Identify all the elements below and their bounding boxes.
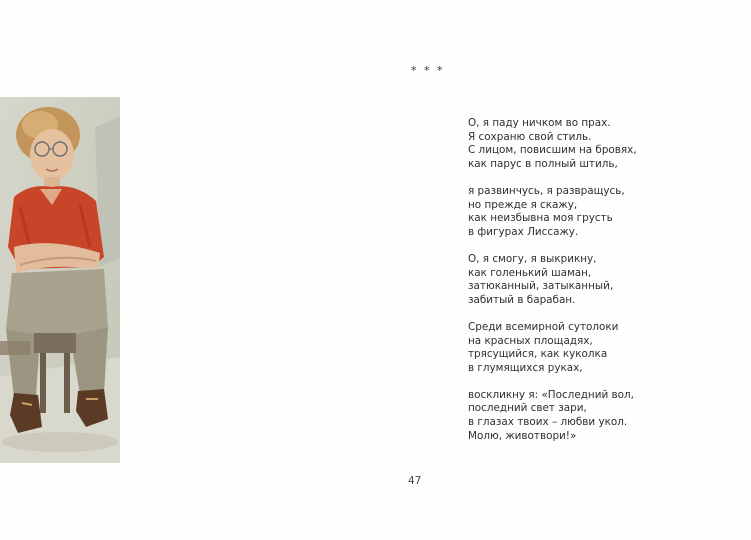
poem-line: забитый в барабан. [468,293,576,306]
poem-line: О, я паду ничком во прах. [468,117,611,129]
poem-stanza [468,321,637,375]
poem-line: Среди всемирной сутолоки [468,320,619,333]
poem-line: но прежде я скажу, [468,198,578,211]
boy-on-stool-painting [0,97,120,463]
poem-stanza [468,185,637,239]
poem-line: как голенький шаман, [468,266,592,279]
painting-illustration [0,97,120,463]
poem-line: на красных площадях, [468,334,593,347]
poem-stanza [468,389,637,443]
poem-line: в фигурах Лиссажу. [468,225,579,238]
poem-line: трясущийся, как куколка [468,348,608,361]
poem-line: затюканный, затыканный, [468,280,614,293]
poem-line: воскликну я: «Последний вол, [468,388,634,401]
poem-line: С лицом, повисшим на бровях, [468,144,637,157]
poem-line: я развинчусь, я развращусь, [468,184,625,197]
poem-line: О, я смогу, я выкрикну, [468,252,597,265]
poem [468,117,637,457]
poem-line: в глумящихся руках, [468,361,583,374]
poem-line: в глазах твоих – любви укол. [468,416,628,429]
poem-line: последний свет зари, [468,402,587,415]
poem-stanza [468,253,637,307]
poem-line: Молю, животвори!» [468,429,577,442]
poem-line: Я сохраню свой стиль. [468,130,592,143]
stanza-separator: * * * [411,64,445,77]
poem-line: как парус в полный штиль, [468,157,618,170]
poem-line: как неизбывна моя грусть [468,212,613,225]
poem-stanza [468,117,637,171]
page-number: 47 [408,475,422,487]
